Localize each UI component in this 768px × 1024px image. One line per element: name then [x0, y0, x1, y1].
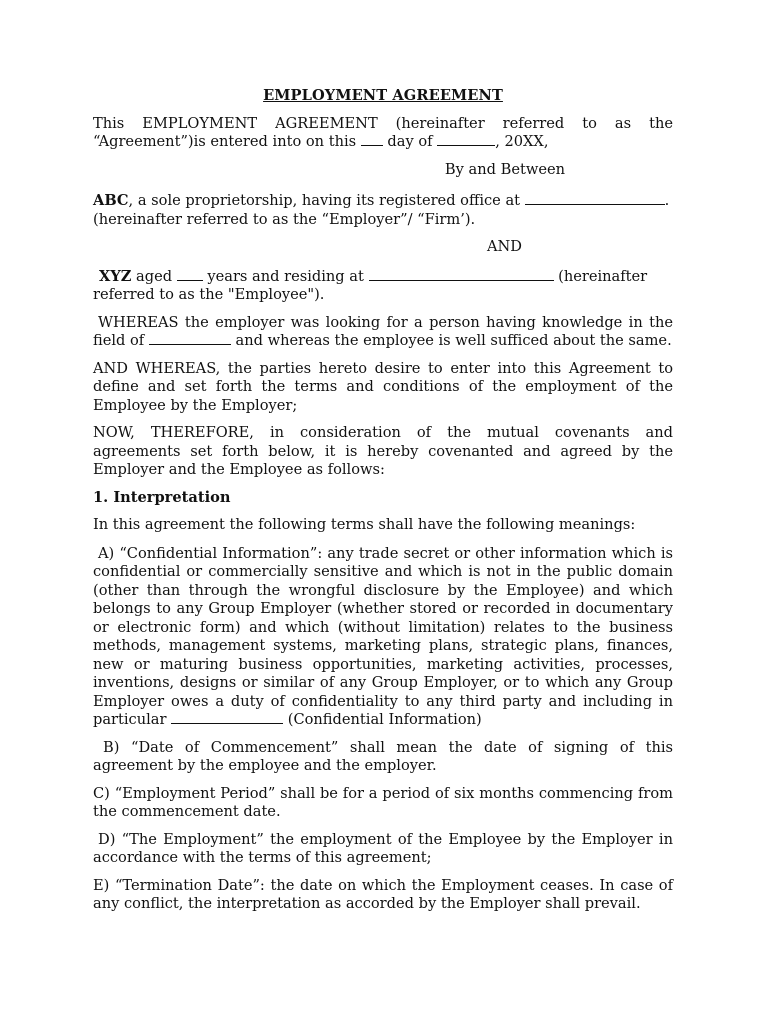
party2-line2: referred to as the "Employee").: [93, 286, 325, 303]
now-therefore-paragraph: NOW, THEREFORE, in consideration of the mutual covenants and agreements set forth below, it is hereby covenanted and agreed by the Employer and the Employee as follows:: [93, 424, 673, 478]
party2-name: XYZ: [99, 267, 132, 285]
whereas-paragraph-2: AND WHEREAS, the parties hereto desire to enter into this Agreement to define and set forth the terms and conditions of the employment of the Employee by the Employer;: [93, 359, 673, 414]
intro-line-1-text: This EMPLOYMENT AGREEMENT (hereinafter referred to as the: [93, 114, 673, 132]
confidential-blank: [171, 711, 283, 724]
and-separator: AND: [486, 238, 522, 255]
intro-line-1: [93, 115, 673, 134]
clause-d: D) “The Employment” the employment of the Employee by the Employer in accordance with the terms of this agreement;: [93, 830, 673, 866]
intro-line-2: [93, 133, 673, 152]
day-blank: [361, 133, 383, 146]
party2-paragraph: [93, 268, 673, 305]
intro-line-2-end: , 20XX,: [495, 133, 549, 150]
party1-name: ABC: [93, 192, 129, 209]
month-blank: [437, 133, 495, 146]
section-1-intro: In this agreement the following terms shall have the following meanings:: [93, 516, 636, 533]
party1-paragraph: [93, 192, 673, 229]
whereas1-start: WHEREAS the employer was looking for a person having knowledge in the field of: [93, 313, 673, 349]
intro-line-2-mid: day of: [387, 133, 433, 150]
age-blank: [177, 268, 203, 281]
document-title: EMPLOYMENT AGREEMENT: [263, 87, 503, 104]
document-page: [93, 84, 673, 923]
clause-a: [93, 545, 673, 730]
clause-b: B) “Date of Commencement” shall mean the date of signing of this agreement by the employee and the employer.: [93, 738, 673, 774]
clause-c: C) “Employment Period” shall be for a period of six months commencing from the commencement date.: [93, 784, 673, 820]
party2-aged: aged: [136, 267, 173, 285]
party1-text-end: .: [664, 192, 670, 209]
whereas-paragraph-1: [93, 314, 673, 351]
whereas1-end: and whereas the employee is well sufficed about the same.: [235, 332, 672, 349]
section-1-heading: 1. Interpretation: [93, 488, 231, 506]
field-blank: [149, 332, 231, 345]
intro-line-2-start: “Agreement”)is entered into on this: [93, 133, 357, 150]
party2-hereinafter: (hereinafter: [558, 267, 648, 285]
office-address-blank: [525, 192, 665, 205]
clause-e: E) “Termination Date”: the date on which the Employment ceases. In case of any conflict, the interpretation as accorded by the Employer shall prevail.: [93, 876, 673, 912]
residence-blank: [369, 268, 554, 281]
party2-years-residing: years and residing at: [207, 267, 364, 285]
clause-a-end: (Confidential Information): [287, 711, 482, 728]
by-and-between: By and Between: [444, 160, 565, 178]
party1-text-start: , a sole proprietorship, having its registered office at: [128, 192, 521, 209]
party1-line2: (hereinafter referred to as the “Employer”/ “Firm’).: [93, 210, 476, 228]
clause-a-text: A) “Confidential Information”: any trade secret or other information which is confidential or commercially sensitive and which is not in the public domain (other than through the wrongful disclosure by the Employee) and which belongs to any Group Employer (whether stored or recorded in documentary or electronic form) and which (without limitation) relates to the business methods, management systems, marketing plans, strategic plans, finances, new or maturing business opportunities, marketing activities, processes, inventions, designs or similar of any Group Employer, or to which any Group Employer owes a duty of confidentiality to any third party and including in particular: [93, 544, 673, 728]
